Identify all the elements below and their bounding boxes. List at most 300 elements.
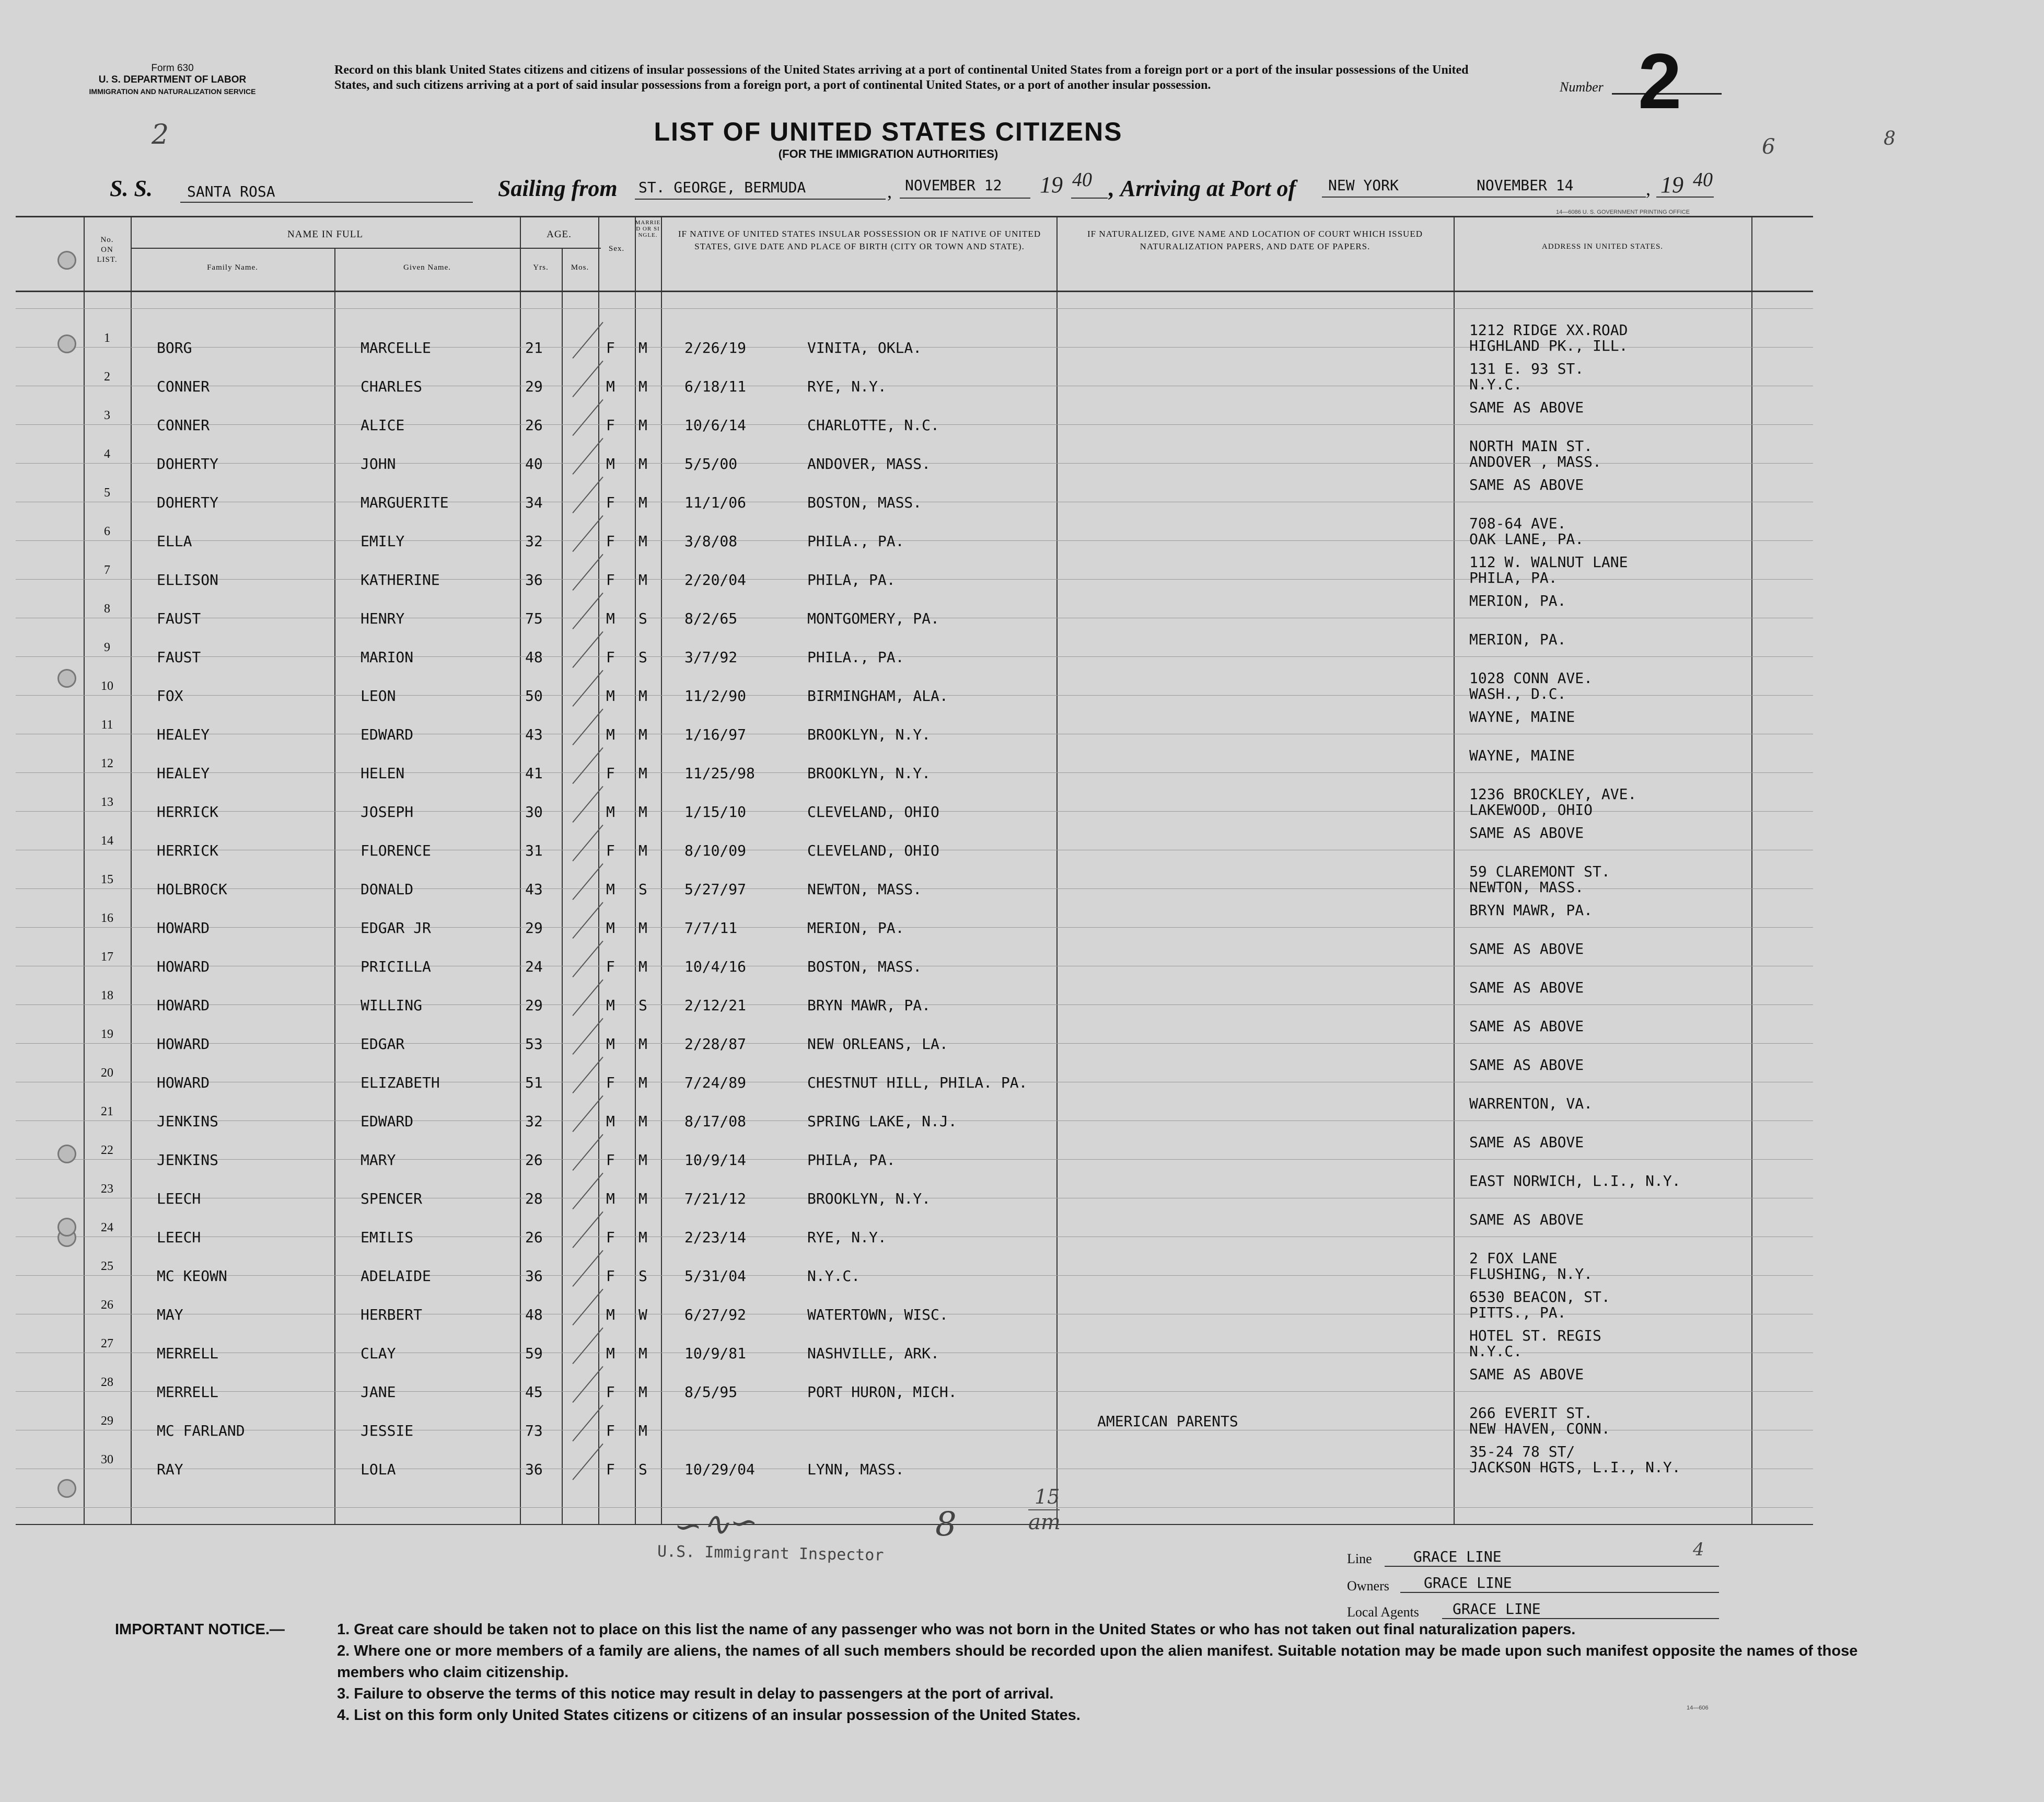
cell-given: CHARLES <box>361 378 423 395</box>
cell-ms: S <box>638 997 647 1014</box>
col-line-end <box>1751 216 1752 1525</box>
cell-given: JANE <box>361 1383 396 1401</box>
row-number: 16 <box>101 911 113 925</box>
cell-given: DONALD <box>361 881 414 898</box>
cell-ms: M <box>638 455 647 472</box>
cell-place: BOSTON, MASS. <box>807 958 922 975</box>
form-identifier <box>63 63 282 97</box>
header-birth: IF NATIVE OF UNITED STATES INSULAR POSSESSION OR IF NATIVE OF UNITED STATES, GIVE DATE AND PLACE OF BIRTH (CITY OR TOWN AND STATE). <box>678 229 1041 251</box>
cell-family: ELLA <box>157 533 192 550</box>
cell-family: MERRELL <box>157 1383 219 1401</box>
cell-place: MONTGOMERY, PA. <box>807 610 939 627</box>
agents-label: Local Agents <box>1347 1604 1419 1620</box>
line-value: GRACE LINE <box>1413 1548 1502 1565</box>
binder-hole <box>57 669 76 688</box>
notice-item-4: 4. List on this form only United States citizens or citizens of an insular possession of the United States. <box>337 1707 1081 1724</box>
header-married-single: MARRIED OR SINGLE. <box>635 220 661 238</box>
cell-place: LYNN, MASS. <box>807 1461 904 1478</box>
cell-age: 50 <box>525 687 543 704</box>
cell-family: ELLISON <box>157 571 219 588</box>
cell-sex: F <box>606 417 615 434</box>
arrival-time-hour: 8 <box>935 1505 957 1544</box>
cell-place: WATERTOWN, WISC. <box>807 1306 948 1323</box>
cell-sex: F <box>606 1229 615 1246</box>
cell-date: 8/5/95 <box>684 1383 738 1401</box>
cell-ms: M <box>638 726 647 743</box>
cell-address-line1: EAST NORWICH, L.I., N.Y. <box>1469 1172 1681 1189</box>
cell-address-line2: LAKEWOOD, OHIO <box>1469 801 1593 818</box>
cell-family: FAUST <box>157 649 201 666</box>
table-bottom-border <box>16 1524 1813 1525</box>
cell-sex: M <box>606 687 615 704</box>
cell-ms: M <box>638 533 647 550</box>
arrival-time-ampm: am <box>1028 1510 1061 1534</box>
cell-address-line2: N.Y.C. <box>1469 1343 1523 1360</box>
header-yrs: Yrs. <box>533 263 549 272</box>
cell-ms: M <box>638 378 647 395</box>
cell-age: 36 <box>525 1461 543 1478</box>
cell-ms: M <box>638 1422 647 1439</box>
inspector-signature: ∽∿∽ <box>672 1502 760 1547</box>
cell-date: 10/9/14 <box>684 1151 747 1169</box>
cell-given: SPENCER <box>361 1190 423 1207</box>
cell-given: JOHN <box>361 455 396 472</box>
cell-sex: F <box>606 339 615 356</box>
ship-name: SANTA ROSA <box>187 183 275 200</box>
cell-family: DOHERTY <box>157 494 219 511</box>
cell-ms: M <box>638 417 647 434</box>
cell-family: BORG <box>157 339 192 356</box>
cell-given: EDWARD <box>361 726 414 743</box>
cell-age: 24 <box>525 958 543 975</box>
cell-date: 8/2/65 <box>684 610 738 627</box>
notice-item-1: 1. Great care should be taken not to place on this list the name of any passenger who was not born in the United States or who has not taken out final naturalization papers. <box>337 1621 1576 1638</box>
cell-sex: M <box>606 881 615 898</box>
cell-address-line2: JACKSON HGTS, L.I., N.Y. <box>1469 1459 1681 1476</box>
cell-nat: AMERICAN PARENTS <box>1097 1413 1238 1430</box>
cell-place: SPRING LAKE, N.J. <box>807 1113 957 1130</box>
department-name: U. S. DEPARTMENT OF LABOR <box>98 74 247 85</box>
ss-label: S. S. <box>110 176 153 201</box>
page-title: LIST OF UNITED STATES CITIZENS <box>654 117 1123 146</box>
row-guide-line <box>16 927 1813 928</box>
cell-family: HOWARD <box>157 1035 210 1053</box>
cell-date: 10/9/81 <box>684 1345 747 1362</box>
cell-date: 8/10/09 <box>684 842 747 859</box>
binder-hole <box>57 1218 76 1237</box>
cell-age: 30 <box>525 803 543 821</box>
col-line-age <box>520 216 521 1525</box>
cell-ms: M <box>638 1190 647 1207</box>
cell-given: MARY <box>361 1151 396 1169</box>
arrive-year: 40 <box>1693 169 1713 191</box>
cell-address-line1: 112 W. WALNUT LANE <box>1469 553 1628 571</box>
row-number: 27 <box>101 1337 113 1350</box>
col-line-given <box>334 248 335 1525</box>
cell-address-line2: NEW HAVEN, CONN. <box>1469 1420 1610 1437</box>
cell-place: RYE, N.Y. <box>807 1229 887 1246</box>
cell-address-line1: SAME AS ABOVE <box>1469 979 1584 996</box>
cell-address-line1: SAME AS ABOVE <box>1469 824 1584 841</box>
cell-age: 36 <box>525 1267 543 1285</box>
cell-address-line1: 6530 BEACON, ST. <box>1469 1288 1610 1306</box>
cell-sex: M <box>606 1306 615 1323</box>
cell-age: 21 <box>525 339 543 356</box>
cell-place: PORT HURON, MICH. <box>807 1383 957 1401</box>
notice-heading: IMPORTANT NOTICE.— <box>115 1621 285 1638</box>
cell-sex: F <box>606 571 615 588</box>
binder-hole <box>57 1145 76 1163</box>
cell-address-line1: WAYNE, MAINE <box>1469 747 1575 764</box>
side-mark: 4 <box>1693 1539 1704 1560</box>
cell-age: 51 <box>525 1074 543 1091</box>
cell-address-line1: BRYN MAWR, PA. <box>1469 902 1593 919</box>
header-age: AGE. <box>547 229 572 240</box>
cell-address-line2: PHILA, PA. <box>1469 569 1558 586</box>
cell-date: 10/6/14 <box>684 417 747 434</box>
depart-year: 40 <box>1072 169 1092 191</box>
cell-sex: M <box>606 1345 615 1362</box>
margin-mark-right-a: 6 <box>1762 135 1775 159</box>
cell-address-line1: WAYNE, MAINE <box>1469 708 1575 725</box>
cell-family: MC FARLAND <box>157 1422 245 1439</box>
binder-hole <box>57 1479 76 1498</box>
cell-place: NEW ORLEANS, LA. <box>807 1035 948 1053</box>
cell-sex: F <box>606 1151 615 1169</box>
col-line-family <box>131 216 132 1525</box>
cell-date: 5/5/00 <box>684 455 738 472</box>
cell-age: 26 <box>525 1151 543 1169</box>
depart-year-underline <box>1071 198 1108 199</box>
cell-address-line1: 708-64 AVE. <box>1469 515 1566 532</box>
cell-place: VINITA, OKLA. <box>807 339 922 356</box>
arrival-time-minutes: 15 <box>1035 1485 1060 1508</box>
cell-date: 10/4/16 <box>684 958 747 975</box>
row-number: 30 <box>101 1453 113 1466</box>
comma-2: , <box>1646 178 1651 199</box>
cell-address-line1: SAME AS ABOVE <box>1469 1211 1584 1228</box>
arriving-label: , Arriving at Port of <box>1109 176 1296 201</box>
cell-place: ANDOVER, MASS. <box>807 455 931 472</box>
cell-address-line2: PITTS., PA. <box>1469 1304 1566 1321</box>
row-number: 9 <box>104 641 110 654</box>
cell-given: JOSEPH <box>361 803 414 821</box>
cell-date: 3/7/92 <box>684 649 738 666</box>
row-number: 22 <box>101 1143 113 1157</box>
cell-age: 40 <box>525 455 543 472</box>
cell-place: CHARLOTTE, N.C. <box>807 417 939 434</box>
cell-sex: F <box>606 1461 615 1478</box>
cell-place: MERION, PA. <box>807 919 904 937</box>
arrival-port: NEW YORK <box>1328 177 1399 194</box>
cell-age: 48 <box>525 1306 543 1323</box>
comma-1: , <box>887 181 892 202</box>
cell-family: DOHERTY <box>157 455 219 472</box>
cell-given: WILLING <box>361 997 423 1014</box>
cell-given: ELIZABETH <box>361 1074 440 1091</box>
cell-age: 32 <box>525 1113 543 1130</box>
depart-year-prefix: 19 <box>1040 172 1063 198</box>
line-underline <box>1385 1566 1719 1567</box>
cell-given: HERBERT <box>361 1306 423 1323</box>
cell-family: JENKINS <box>157 1113 219 1130</box>
cell-address-line2: OAK LANE, PA. <box>1469 530 1584 548</box>
row-number: 10 <box>101 679 113 693</box>
cell-ms: M <box>638 571 647 588</box>
cell-date: 2/12/21 <box>684 997 747 1014</box>
cell-address-line1: 131 E. 93 ST. <box>1469 360 1584 377</box>
cell-family: MERRELL <box>157 1345 219 1362</box>
cell-date: 11/25/98 <box>684 765 755 782</box>
ship-underline <box>180 202 473 203</box>
row-number: 1 <box>104 331 110 345</box>
line-label: Line <box>1347 1551 1372 1566</box>
cell-family: HOWARD <box>157 1074 210 1091</box>
row-number: 12 <box>101 757 113 770</box>
row-number: 23 <box>101 1182 113 1196</box>
cell-sex: F <box>606 842 615 859</box>
cell-ms: W <box>638 1306 647 1323</box>
cell-address-line1: SAME AS ABOVE <box>1469 940 1584 957</box>
cell-address-line1: SAME AS ABOVE <box>1469 1018 1584 1035</box>
cell-ms: M <box>638 339 647 356</box>
col-line-no <box>84 216 85 1525</box>
cell-sex: F <box>606 1267 615 1285</box>
cell-ms: M <box>638 1113 647 1130</box>
cell-ms: M <box>638 765 647 782</box>
cell-date: 7/21/12 <box>684 1190 747 1207</box>
cell-date: 11/2/90 <box>684 687 747 704</box>
cell-sex: M <box>606 1035 615 1053</box>
cell-age: 48 <box>525 649 543 666</box>
cell-date: 2/26/19 <box>684 339 747 356</box>
notice-item-3: 3. Failure to observe the terms of this notice may result in delay to passengers at the port of arrival. <box>337 1685 1054 1702</box>
cell-address-line1: MERION, PA. <box>1469 592 1566 609</box>
row-guide-line <box>16 1507 1813 1508</box>
owners-underline <box>1400 1592 1719 1593</box>
cell-given: JESSIE <box>361 1422 414 1439</box>
cell-place: BRYN MAWR, PA. <box>807 997 931 1014</box>
cell-given: LOLA <box>361 1461 396 1478</box>
binder-hole <box>57 251 76 270</box>
cell-date: 1/16/97 <box>684 726 747 743</box>
cell-place: CHESTNUT HILL, PHILA. PA. <box>807 1074 1028 1091</box>
cell-age: 26 <box>525 1229 543 1246</box>
cell-given: FLORENCE <box>361 842 431 859</box>
cell-date: 7/7/11 <box>684 919 738 937</box>
row-number: 2 <box>104 370 110 384</box>
cell-date: 5/31/04 <box>684 1267 747 1285</box>
cell-address-line1: SAME AS ABOVE <box>1469 476 1584 493</box>
margin-mark-left: 2 <box>152 119 169 151</box>
row-number: 5 <box>104 486 110 500</box>
header-naturalized: IF NATURALIZED, GIVE NAME AND LOCATION OF COURT WHICH ISSUED NATURALIZATION PAPERS, AND DATE OF PAPERS. <box>1087 229 1423 251</box>
cell-family: FAUST <box>157 610 201 627</box>
cell-date: 2/28/87 <box>684 1035 747 1053</box>
cell-family: HEALEY <box>157 726 210 743</box>
age-header-divider <box>520 248 601 249</box>
cell-given: ADELAIDE <box>361 1267 431 1285</box>
cell-family: HOWARD <box>157 958 210 975</box>
inspector-label: U.S. Immigrant Inspector <box>657 1542 884 1565</box>
intro-text: Record on this blank United States citizens and citizens of insular possessions of the United States arriving at a port of continental United States from a foreign port or a port of the insular possessions of the United States, and such citizens arriving at a port of said insular possessions from a foreign port, a port of continental United States, or a port of another insular possession. <box>334 63 1469 92</box>
cell-date: 8/17/08 <box>684 1113 747 1130</box>
cell-address-line2: N.Y.C. <box>1469 376 1523 393</box>
cell-place: PHILA., PA. <box>807 649 904 666</box>
owners-value: GRACE LINE <box>1424 1574 1512 1591</box>
cell-address-line1: NORTH MAIN ST. <box>1469 437 1593 455</box>
cell-address-line1: SAME AS ABOVE <box>1469 1134 1584 1151</box>
notice-row <box>115 1619 1996 1726</box>
cell-place: BIRMINGHAM, ALA. <box>807 687 948 704</box>
cell-sex: F <box>606 649 615 666</box>
cell-age: 59 <box>525 1345 543 1362</box>
col-line-ms <box>635 216 636 1525</box>
cell-place: N.Y.C. <box>807 1267 861 1285</box>
cell-age: 41 <box>525 765 543 782</box>
cell-address-line1: 59 CLAREMONT ST. <box>1469 863 1610 880</box>
row-number: 25 <box>101 1260 113 1273</box>
cell-address-line1: 1028 CONN AVE. <box>1469 669 1593 687</box>
notice-item-2: 2. Where one or more members of a family are aliens, the names of all such members should be recorded upon the alien manifest. Suitable notation may be made upon such manifest opposite the names of those members who claim citizenship. <box>337 1643 1858 1681</box>
row-number: 21 <box>101 1105 113 1118</box>
arrive-year-prefix: 19 <box>1660 172 1683 198</box>
row-number: 19 <box>101 1027 113 1041</box>
cell-ms: M <box>638 1229 647 1246</box>
footer-code: 14—606 <box>1687 1705 1709 1711</box>
cell-sex: F <box>606 533 615 550</box>
cell-address-line2: FLUSHING, N.Y. <box>1469 1265 1593 1283</box>
arriving-label-text: Arriving at Port of <box>1120 176 1296 201</box>
number-label: Number <box>1560 79 1604 95</box>
row-number: 20 <box>101 1066 113 1080</box>
cell-age: 31 <box>525 842 543 859</box>
cell-ms: M <box>638 687 647 704</box>
page-subtitle: (FOR THE IMMIGRATION AUTHORITIES) <box>778 147 998 160</box>
service-name: IMMIGRATION AND NATURALIZATION SERVICE <box>89 87 256 96</box>
margin-mark-right-b: 8 <box>1884 128 1896 149</box>
cell-address-line1: WARRENTON, VA. <box>1469 1095 1593 1112</box>
cell-ms: S <box>638 610 647 627</box>
cell-place: NASHVILLE, ARK. <box>807 1345 939 1362</box>
row-guide-line <box>16 656 1813 657</box>
depart-date-underline <box>900 198 1030 199</box>
cell-address-line1: 1236 BROCKLEY, AVE. <box>1469 786 1637 803</box>
cell-age: 28 <box>525 1190 543 1207</box>
cell-sex: F <box>606 958 615 975</box>
cell-address-line2: ANDOVER , MASS. <box>1469 453 1601 470</box>
sailing-from-port: ST. GEORGE, BERMUDA <box>638 179 806 196</box>
cell-address-line1: MERION, PA. <box>1469 631 1566 648</box>
from-underline <box>635 199 886 200</box>
cell-place: NEWTON, MASS. <box>807 881 922 898</box>
cell-sex: M <box>606 1190 615 1207</box>
notice-items <box>337 1619 1894 1726</box>
cell-sex: M <box>606 610 615 627</box>
row-number: 26 <box>101 1298 113 1312</box>
cell-date: 2/20/04 <box>684 571 747 588</box>
cell-date: 1/15/10 <box>684 803 747 821</box>
cell-age: 26 <box>525 417 543 434</box>
row-number: 15 <box>101 873 113 886</box>
cell-sex: M <box>606 378 615 395</box>
row-number: 18 <box>101 989 113 1002</box>
header-no: No. ON LIST. <box>97 236 118 264</box>
col-line-mos <box>562 248 563 1525</box>
cell-ms: M <box>638 1151 647 1169</box>
cell-age: 32 <box>525 533 543 550</box>
cell-family: CONNER <box>157 378 210 395</box>
cell-place: RYE, N.Y. <box>807 378 887 395</box>
cell-place: CLEVELAND, OHIO <box>807 803 939 821</box>
cell-place: BROOKLYN, N.Y. <box>807 726 931 743</box>
row-number: 28 <box>101 1376 113 1389</box>
cell-ms: M <box>638 1345 647 1362</box>
col-line-birth <box>661 216 662 1525</box>
cell-family: FOX <box>157 687 183 704</box>
cell-given: EDGAR <box>361 1035 405 1053</box>
binder-hole <box>57 334 76 353</box>
cell-given: HELEN <box>361 765 405 782</box>
cell-age: 29 <box>525 378 543 395</box>
cell-family: HERRICK <box>157 842 219 859</box>
cell-date: 5/27/97 <box>684 881 747 898</box>
row-number: 7 <box>104 563 110 577</box>
cell-family: MC KEOWN <box>157 1267 227 1285</box>
cell-family: JENKINS <box>157 1151 219 1169</box>
cell-given: ALICE <box>361 417 405 434</box>
cell-given: MARGUERITE <box>361 494 449 511</box>
list-number: 2 <box>1638 37 1682 125</box>
cell-sex: F <box>606 1383 615 1401</box>
cell-address-line1: 35-24 78 ST/ <box>1469 1443 1575 1460</box>
header-bottom-border <box>16 291 1813 292</box>
cell-date: 3/8/08 <box>684 533 738 550</box>
header-mos: Mos. <box>571 263 589 272</box>
col-line-address <box>1454 216 1455 1525</box>
cell-age: 53 <box>525 1035 543 1053</box>
cell-given: EMILIS <box>361 1229 414 1246</box>
row-number: 11 <box>101 718 113 732</box>
cell-family: HERRICK <box>157 803 219 821</box>
cell-family: RAY <box>157 1461 183 1478</box>
cell-sex: M <box>606 919 615 937</box>
row-guide-line <box>16 1159 1813 1160</box>
cell-sex: F <box>606 494 615 511</box>
cell-family: MAY <box>157 1306 183 1323</box>
cell-ms: S <box>638 1267 647 1285</box>
cell-sex: M <box>606 1113 615 1130</box>
cell-age: 73 <box>525 1422 543 1439</box>
cell-family: CONNER <box>157 417 210 434</box>
cell-given: EDGAR JR <box>361 919 431 937</box>
cell-given: MARION <box>361 649 414 666</box>
cell-age: 36 <box>525 571 543 588</box>
form-number: Form 630 <box>151 63 194 74</box>
cell-date: 6/18/11 <box>684 378 747 395</box>
cell-age: 75 <box>525 610 543 627</box>
cell-age: 45 <box>525 1383 543 1401</box>
row-number: 8 <box>104 602 110 616</box>
cell-address-line1: 266 EVERIT ST. <box>1469 1404 1593 1422</box>
cell-ms: S <box>638 881 647 898</box>
cell-ms: S <box>638 649 647 666</box>
cell-sex: M <box>606 803 615 821</box>
table-top-border <box>16 216 1813 217</box>
arrive-year-underline <box>1656 197 1714 198</box>
cell-family: LEECH <box>157 1229 201 1246</box>
row-number: 4 <box>104 447 110 461</box>
